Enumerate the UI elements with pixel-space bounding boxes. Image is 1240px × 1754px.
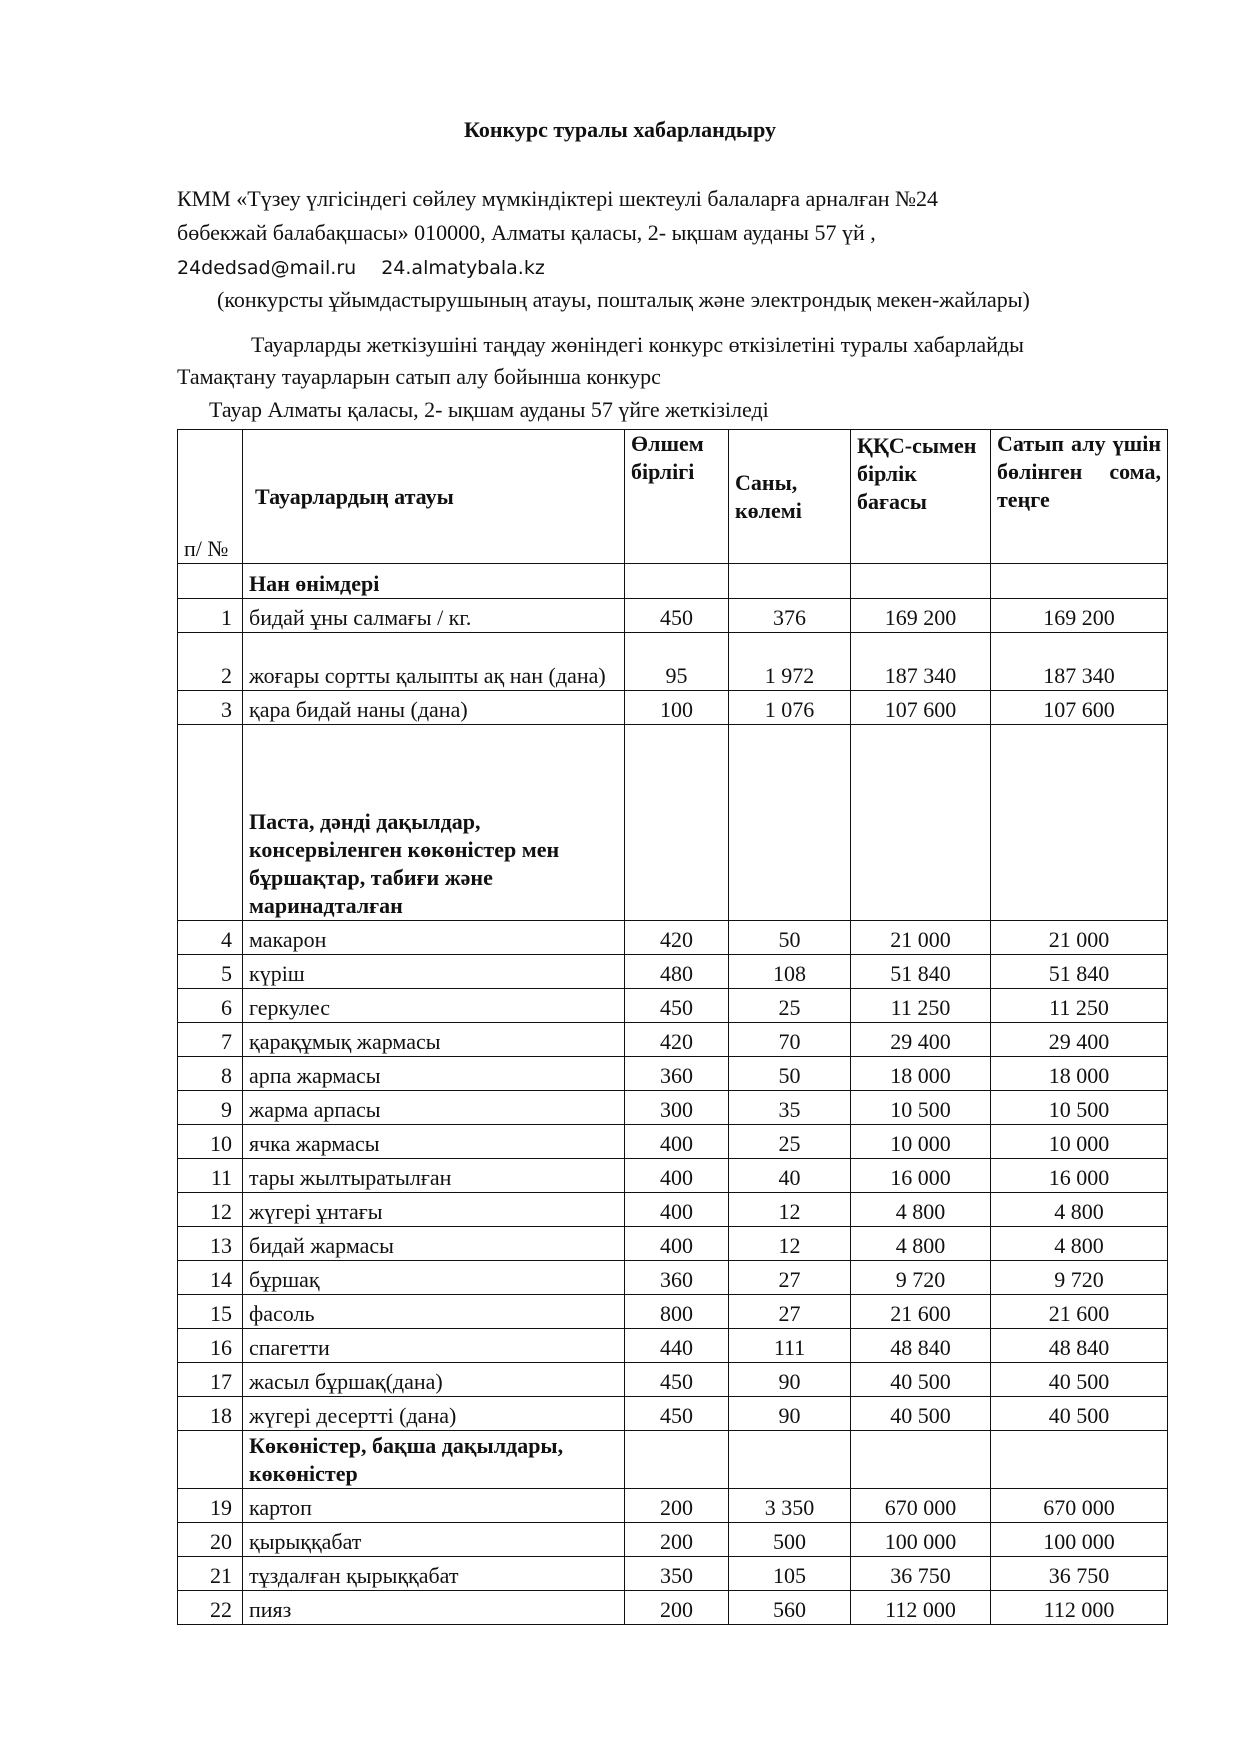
row-unit: 400 [625,1227,729,1261]
row-product-name: жүгері ұнтағы [243,1193,625,1227]
organizer-caption: (конкурсты ұйымдастырушының атауы, пошталық және электрондық мекен-жайлары) [217,287,1030,312]
header-name: Тауарлардың атауы [243,430,625,564]
row-product-name: жасыл бұршақ(дана) [243,1363,625,1397]
category-empty-cell [851,725,991,921]
row-number: 13 [178,1227,243,1261]
row-sum: 4 800 [991,1193,1168,1227]
row-sum: 16 000 [991,1159,1168,1193]
row-sum: 670 000 [991,1489,1168,1523]
row-unit-price: 51 840 [851,955,991,989]
row-quantity: 70 [729,1023,851,1057]
row-number: 11 [178,1159,243,1193]
table-row [178,1397,1168,1431]
category-label: Паста, дәнді дақылдар, консервіленген көкөністер мен бұршақтар, табиғи және маринадталған [243,725,625,921]
row-quantity: 12 [729,1193,851,1227]
row-unit-price: 4 800 [851,1193,991,1227]
row-unit-price: 169 200 [851,599,991,633]
category-empty-cell [851,1431,991,1489]
row-sum: 40 500 [991,1397,1168,1431]
table-row [178,1489,1168,1523]
row-number: 19 [178,1489,243,1523]
row-unit: 200 [625,1489,729,1523]
table-body [178,564,1168,1625]
row-number: 2 [178,633,243,691]
row-quantity: 3 350 [729,1489,851,1523]
row-quantity: 35 [729,1091,851,1125]
category-number-cell [178,1431,243,1489]
table-row [178,633,1168,691]
category-empty-cell [625,725,729,921]
category-number-cell [178,725,243,921]
row-product-name: арпа жармасы [243,1057,625,1091]
row-sum: 10 500 [991,1091,1168,1125]
header-allocated-sum: Сатып алу үшін бөлінген сома, теңге [991,430,1168,564]
row-sum: 9 720 [991,1261,1168,1295]
row-number: 12 [178,1193,243,1227]
table-row [178,1091,1168,1125]
header-unit: Өлшем бірлігі [625,430,729,564]
row-product-name: бидай ұны салмағы / кг. [243,599,625,633]
category-empty-cell [991,564,1168,599]
row-quantity: 25 [729,1125,851,1159]
table-row [178,599,1168,633]
table-row [178,955,1168,989]
row-quantity: 50 [729,921,851,955]
category-row [178,1431,1168,1489]
category-label: Нан өнімдері [243,564,625,599]
row-unit-price: 11 250 [851,989,991,1023]
row-quantity: 27 [729,1295,851,1329]
row-number: 18 [178,1397,243,1431]
header-number: п/ № [178,430,243,564]
organizer-line-2: бөбекжай балабақшасы» 010000, Алматы қаласы, 2- ықшам ауданы 57 үй , [177,220,876,245]
row-product-name: қара бидай наны (дана) [243,691,625,725]
row-sum: 10 000 [991,1125,1168,1159]
row-quantity: 1 076 [729,691,851,725]
row-quantity: 376 [729,599,851,633]
row-unit: 400 [625,1193,729,1227]
row-sum: 48 840 [991,1329,1168,1363]
table-row [178,1261,1168,1295]
row-quantity: 500 [729,1523,851,1557]
row-unit: 480 [625,955,729,989]
table-row [178,1363,1168,1397]
row-unit: 450 [625,1363,729,1397]
row-unit-price: 112 000 [851,1591,991,1625]
row-product-name: бидай жармасы [243,1227,625,1261]
table-row [178,1557,1168,1591]
row-number: 8 [178,1057,243,1091]
row-sum: 4 800 [991,1227,1168,1261]
row-unit: 400 [625,1159,729,1193]
row-number: 7 [178,1023,243,1057]
row-unit-price: 9 720 [851,1261,991,1295]
row-product-name: қарақұмық жармасы [243,1023,625,1057]
row-unit-price: 48 840 [851,1329,991,1363]
row-product-name: фасоль [243,1295,625,1329]
row-product-name: жоғары сортты қалыпты ақ нан (дана) [243,633,625,691]
organizer-line-1: КММ «Түзеу үлгісіндегі сөйлеу мүмкіндіктері шектеулі балаларға арналған №24 [177,186,939,211]
row-unit-price: 29 400 [851,1023,991,1057]
row-product-name: жарма арпасы [243,1091,625,1125]
row-sum: 100 000 [991,1523,1168,1557]
table-row [178,691,1168,725]
row-quantity: 1 972 [729,633,851,691]
row-quantity: 25 [729,989,851,1023]
row-product-name: қырыққабат [243,1523,625,1557]
row-unit: 440 [625,1329,729,1363]
row-number: 3 [178,691,243,725]
category-empty-cell [991,725,1168,921]
row-unit-price: 16 000 [851,1159,991,1193]
row-number: 6 [178,989,243,1023]
row-sum: 112 000 [991,1591,1168,1625]
row-product-name: бұршақ [243,1261,625,1295]
row-sum: 51 840 [991,955,1168,989]
row-unit-price: 21 000 [851,921,991,955]
row-quantity: 12 [729,1227,851,1261]
row-unit-price: 670 000 [851,1489,991,1523]
row-unit: 450 [625,989,729,1023]
table-row [178,1193,1168,1227]
row-number: 4 [178,921,243,955]
category-empty-cell [729,564,851,599]
row-sum: 18 000 [991,1057,1168,1091]
category-empty-cell [729,1431,851,1489]
category-empty-cell [991,1431,1168,1489]
row-unit: 100 [625,691,729,725]
row-product-name: тұздалған қырыққабат [243,1557,625,1591]
organizer-email[interactable]: 24dedsad@mail.ru [177,257,357,279]
row-quantity: 90 [729,1397,851,1431]
row-product-name: картоп [243,1489,625,1523]
row-unit: 450 [625,1397,729,1431]
row-quantity: 50 [729,1057,851,1091]
row-sum: 36 750 [991,1557,1168,1591]
row-sum: 21 000 [991,921,1168,955]
table-row [178,1057,1168,1091]
row-product-name: пияз [243,1591,625,1625]
category-empty-cell [625,1431,729,1489]
header-unit-price: ҚҚС-сымен бірлік бағасы [851,430,991,564]
row-product-name: ячка жармасы [243,1125,625,1159]
row-number: 21 [178,1557,243,1591]
category-row [178,725,1168,921]
table-row [178,1591,1168,1625]
row-product-name: жүгері десертті (дана) [243,1397,625,1431]
table-row [178,1125,1168,1159]
announcement-line-2: Тамақтану тауарларын сатып алу бойынша конкурс [177,364,661,389]
row-unit-price: 10 000 [851,1125,991,1159]
row-unit-price: 40 500 [851,1363,991,1397]
row-unit-price: 100 000 [851,1523,991,1557]
organizer-contacts [177,254,545,281]
goods-table [177,429,1168,1625]
row-unit: 200 [625,1591,729,1625]
row-number: 14 [178,1261,243,1295]
row-unit: 420 [625,1023,729,1057]
row-unit-price: 40 500 [851,1397,991,1431]
announcement-line-1: Тауарларды жеткізушіні таңдау жөніндегі конкурс өткізілетіні туралы хабарлайды [251,332,1024,357]
row-sum: 169 200 [991,599,1168,633]
table-row [178,1023,1168,1057]
row-quantity: 105 [729,1557,851,1591]
row-product-name: тары жылтыратылған [243,1159,625,1193]
row-unit: 350 [625,1557,729,1591]
row-number: 5 [178,955,243,989]
row-product-name: спагетти [243,1329,625,1363]
category-empty-cell [851,564,991,599]
row-product-name: геркулес [243,989,625,1023]
row-sum: 11 250 [991,989,1168,1023]
row-unit: 360 [625,1057,729,1091]
row-quantity: 111 [729,1329,851,1363]
table-row [178,989,1168,1023]
row-unit: 200 [625,1523,729,1557]
row-unit: 420 [625,921,729,955]
row-sum: 21 600 [991,1295,1168,1329]
category-empty-cell [729,725,851,921]
table-row [178,1295,1168,1329]
row-sum: 29 400 [991,1023,1168,1057]
row-sum: 40 500 [991,1363,1168,1397]
document-title: Конкурс туралы хабарландыру [463,117,777,142]
row-quantity: 40 [729,1159,851,1193]
row-unit-price: 21 600 [851,1295,991,1329]
row-unit-price: 107 600 [851,691,991,725]
row-unit: 800 [625,1295,729,1329]
header-quantity: Саны, көлемі [729,430,851,564]
table-row [178,1227,1168,1261]
row-sum: 107 600 [991,691,1168,725]
table-row [178,921,1168,955]
row-unit: 95 [625,633,729,691]
row-unit: 360 [625,1261,729,1295]
table-row [178,1159,1168,1193]
table-row [178,1523,1168,1557]
row-unit-price: 187 340 [851,633,991,691]
row-sum: 187 340 [991,633,1168,691]
row-product-name: макарон [243,921,625,955]
row-number: 16 [178,1329,243,1363]
category-number-cell [178,564,243,599]
row-unit: 450 [625,599,729,633]
category-label: Көкөністер, бақша дақылдары, көкөністер [243,1431,625,1489]
row-number: 17 [178,1363,243,1397]
row-number: 20 [178,1523,243,1557]
row-number: 15 [178,1295,243,1329]
table-header-row [178,430,1168,564]
announcement-line-3: Тауар Алматы қаласы, 2- ықшам ауданы 57 үйге жеткізіледі [209,397,769,422]
row-unit-price: 10 500 [851,1091,991,1125]
row-unit-price: 36 750 [851,1557,991,1591]
row-unit-price: 18 000 [851,1057,991,1091]
category-empty-cell [625,564,729,599]
table-row [178,1329,1168,1363]
row-number: 22 [178,1591,243,1625]
row-quantity: 27 [729,1261,851,1295]
row-quantity: 560 [729,1591,851,1625]
row-number: 9 [178,1091,243,1125]
row-quantity: 90 [729,1363,851,1397]
row-number: 10 [178,1125,243,1159]
row-number: 1 [178,599,243,633]
organizer-website[interactable]: 24.almatybala.kz [381,257,545,279]
category-row [178,564,1168,599]
row-unit: 400 [625,1125,729,1159]
row-product-name: күріш [243,955,625,989]
row-quantity: 108 [729,955,851,989]
row-unit: 300 [625,1091,729,1125]
row-unit-price: 4 800 [851,1227,991,1261]
